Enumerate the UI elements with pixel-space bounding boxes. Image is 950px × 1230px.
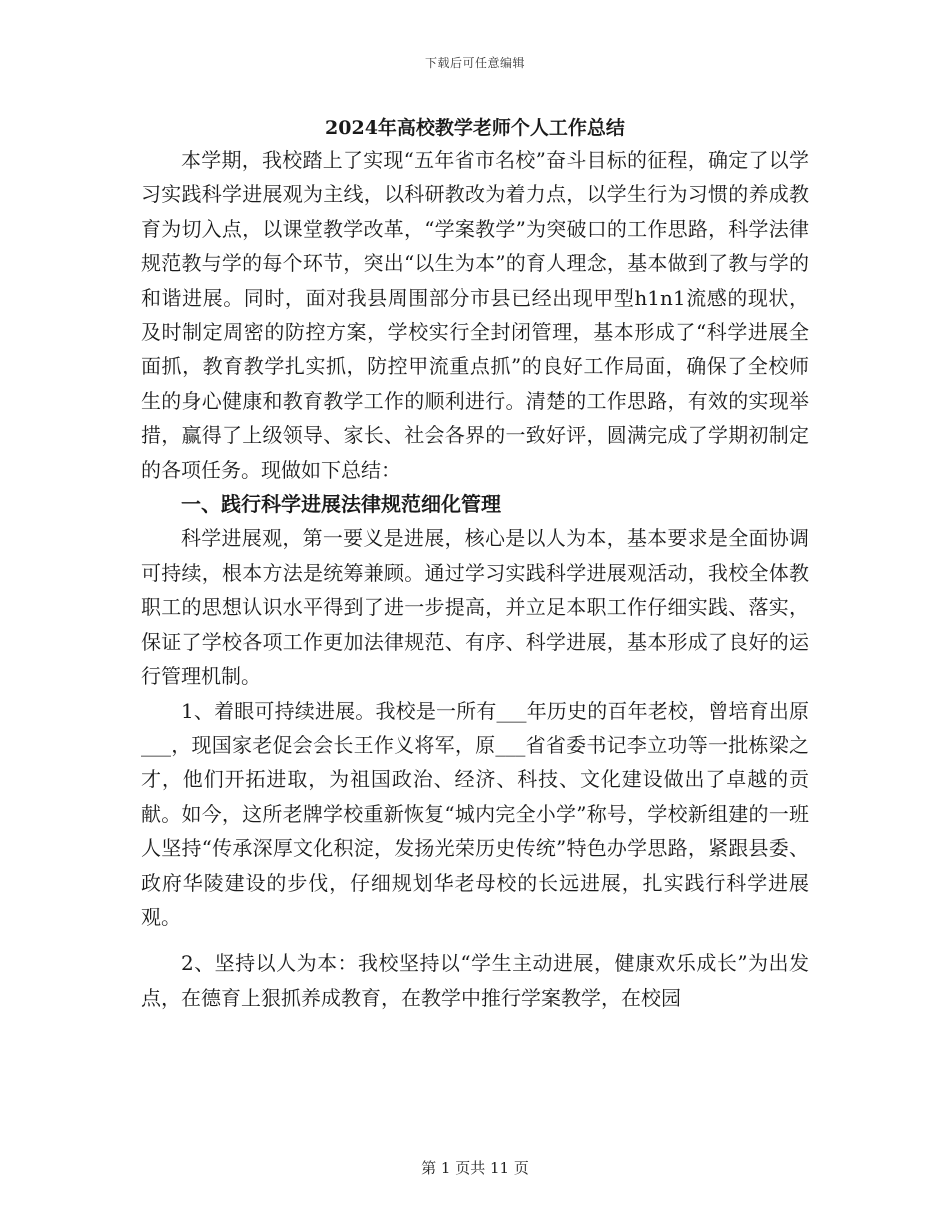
header-note: 下载后可任意编辑 bbox=[424, 56, 525, 70]
intro-paragraph: 本学期，我校踏上了实现“五年省市名校”奋斗目标的征程，确定了以学习实践科学进展观为主线，以科研教改为着力点，以学生行为习惯的养成教育为切入点，以课堂教学改革，“学案教学”为突破口的工作思路，科学法律规范教与学的每个环节，突出“以生为本”的育人理念，基本做到了教与学的和谐进展。同时，面对我县周围部分市县已经出现甲型h1n1流感的现状，及时制定周密的防控方案，学校实行全封闭管理，基本形成了“科学进展全面抓，教育教学扎实抓，防控甲流重点抓”的良好工作局面，确保了全校师生的身心健康和教育教学工作的顺利进行。清楚的工作思路，有效的实现举措，赢得了上级领导、家长、社会各界的一致好评，圆满完成了学期初制定的各项任务。现做如下总结： bbox=[141, 148, 809, 482]
section-heading-1: 一、践行科学进展法律规范细化管理 bbox=[181, 492, 501, 517]
section-paragraph-1: 科学进展观，第一要义是进展，核心是以人为本，基本要求是全面协调可持续，根本方法是统筹兼顾。通过学习实践科学进展观活动，我校全体教职工的思想认识水平得到了进一步提高，并立足本职工作仔细实践、落实，保证了学校各项工作更加法律规范、有序、科学进展，基本形成了良好的运行管理机制。 bbox=[141, 526, 809, 689]
list-item-2: 2、坚持以人为本：我校坚持以“学生主动进展，健康欢乐成长”为出发点，在德育上狠抓养成教育，在教学中推行学案教学，在校园 bbox=[141, 951, 809, 1010]
document-title: 2024年高校教学老师个人工作总结 bbox=[325, 117, 625, 139]
page-number: 第 1 页共 11 页 bbox=[421, 1159, 529, 1177]
list-item-1: 1、着眼可持续进展。我校是一所有___年历史的百年老校，曾培育出原___，现国家老促会会长王作义将军，原___省省委书记李立功等一批栋梁之才，他们开拓进取，为祖国政治、经济、科技、文化建设做出了卓越的贡献。如今，这所老牌学校重新恢复“城内完全小学”称号，学校新组建的一班人坚持“传承深厚文化积淀，发扬光荣历史传统”特色办学思路，紧跟县委、政府华陵建设的步伐，仔细规划华老母校的长远进展，扎实践行科学进展观。 bbox=[141, 698, 809, 929]
paragraph-gap bbox=[141, 934, 809, 946]
document-body bbox=[141, 113, 809, 1015]
